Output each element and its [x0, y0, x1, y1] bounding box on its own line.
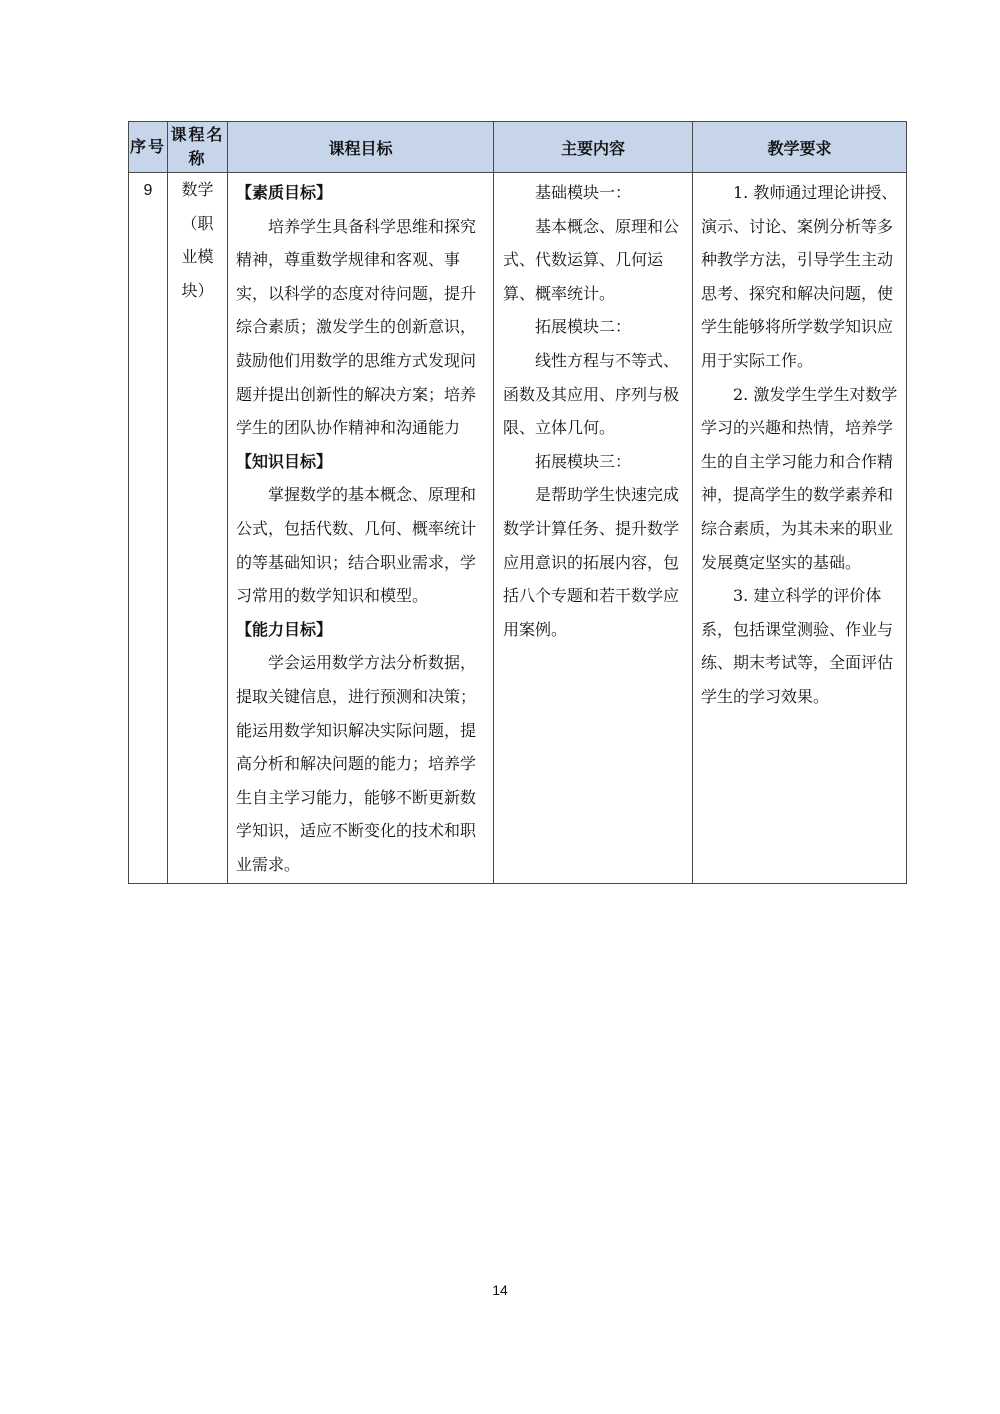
goal-heading-knowledge: 【知识目标】 — [236, 451, 333, 471]
header-main-content: 主要内容 — [494, 122, 693, 173]
goal-text-knowledge: 掌握数学的基本概念、原理和公式，包括代数、几何、概率统计的等基础知识；结合职业需求，学习常用的数学知识和模型。 — [236, 485, 477, 606]
content-module-3-title: 拓展模块三： — [535, 451, 632, 471]
cell-course-goals — [228, 173, 494, 884]
content-module-2-title: 拓展模块二： — [535, 317, 632, 337]
header-course-goals: 课程目标 — [228, 122, 494, 173]
page-number: 14 — [492, 1282, 508, 1298]
header-course-name: 课程名称 — [168, 122, 228, 173]
requirement-item: 1. 教师通过理论讲授、演示、讨论、案例分析等多种教学方法，引导学生主动思考、探究和解决问题，使学生能够将所学数学知识应用于实际工作。 — [701, 183, 898, 370]
cell-main-content — [494, 173, 693, 884]
content-module-3-text: 是帮助学生快速完成数学计算任务、提升数学应用意识的拓展内容，包括八个专题和若干数学应用案例。 — [503, 485, 680, 639]
goal-heading-ability: 【能力目标】 — [236, 619, 333, 639]
goal-text-ability: 学会运用数学方法分析数据，提取关键信息，进行预测和决策；能运用数学知识解决实际问题，提高分析和解决问题的能力；培养学生自主学习能力，能够不断更新数学知识，适应不断变化的技术和职业需求。 — [236, 653, 477, 874]
goal-text-quality: 培养学生具备科学思维和探究精神，尊重数学规律和客观、事实，以科学的态度对待问题，提升综合素质；激发学生的创新意识，鼓励他们用数学的思维方式发现问题并提出创新性的解决方案；培养学生的团队协作精神和沟通能力 — [236, 216, 477, 438]
table-row — [129, 173, 907, 884]
requirement-item: 3. 建立科学的评价体系，包括课堂测验、作业与练、期末考试等，全面评估学生的学习效果。 — [701, 586, 894, 706]
cell-teaching-requirements — [693, 173, 907, 884]
cell-course-name: 数学（职业模块） — [168, 173, 228, 884]
requirement-item: 2. 激发学生学生对数学学习的兴趣和热情，培养学生的自主学习能力和合作精神，提高学生的数学素养和综合素质，为其未来的职业发展奠定坚实的基础。 — [701, 384, 898, 572]
content-module-1-title: 基础模块一： — [535, 183, 632, 202]
header-seq: 序号 — [129, 122, 168, 173]
content-module-2-text: 线性方程与不等式、函数及其应用、序列与极限、立体几何。 — [503, 350, 680, 438]
course-table — [128, 121, 907, 884]
goal-heading-quality: 【素质目标】 — [236, 183, 333, 202]
cell-seq: 9 — [129, 173, 168, 884]
content-module-1-text: 基本概念、原理和公式、代数运算、几何运算、概率统计。 — [503, 216, 680, 303]
header-teaching-requirements: 教学要求 — [693, 122, 907, 173]
header-row — [129, 122, 907, 173]
